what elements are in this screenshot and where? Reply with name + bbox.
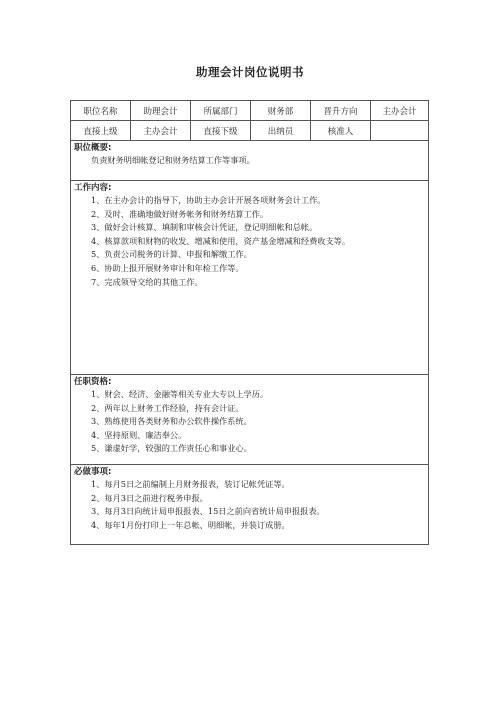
summary-heading: 职位概要: (74, 143, 112, 153)
duty-item: 1、每月5日之前编制上月财务报表，装订记帐凭证等。 (91, 479, 290, 489)
label-direct-subordinate: 直接下级 (191, 121, 251, 140)
qualification-item: 3、熟练使用各类财务和办公软件操作系统。 (91, 416, 252, 427)
work-content-item: 3、做好会计核算、填制和审核会计凭证，登记明细帐和总帐。 (91, 222, 318, 233)
value-position-name: 助理会计 (131, 101, 191, 120)
qualification-item: 1、财会、经济、金融等相关专业大专以上学历。 (91, 389, 269, 399)
value-direct-subordinate: 出纳员 (251, 121, 311, 140)
info-row-1 (71, 101, 428, 121)
work-content-item: 2、及时、准确地做好财务帐务和财务结算工作。 (91, 208, 269, 219)
label-department: 所属部门 (191, 101, 251, 120)
qualifications-heading: 任职资格: (74, 377, 112, 387)
work-content-item: 1、在主办会计的指导下，协助主办会计开展各项财务会计工作。 (91, 195, 326, 205)
label-direct-superior: 直接上级 (71, 121, 131, 140)
value-promotion: 主办会计 (382, 106, 417, 117)
job-description-form (70, 100, 429, 545)
label-promotion: 晋升方向 (311, 101, 371, 120)
qualifications-section (71, 375, 428, 465)
value-department: 财务部 (251, 101, 311, 120)
required-duties-section (71, 465, 428, 546)
label-approver: 核准人 (311, 121, 371, 140)
work-content-item: 6、协助上报开展财务审计和年检工作等。 (91, 262, 244, 273)
work-content-heading: 工作内容: (74, 183, 112, 193)
document-title: 助理会计岗位说明书 (196, 65, 304, 79)
summary-section (71, 141, 428, 181)
required-duties-heading: 必做事项: (74, 467, 112, 477)
work-content-item: 7、完成领导交给的其他工作。 (91, 276, 203, 287)
work-content-item: 5、负责公司税务的计算、申报和解缴工作。 (91, 249, 252, 260)
duty-item: 4、每年1月份打印上一年总帐、明细帐，并装订成册。 (91, 519, 290, 530)
work-content-section (71, 181, 428, 375)
work-content-item: 4、核算款项和财物的收发、增减和使用，资产基金增减和经费收支等。 (91, 235, 351, 246)
qualification-item: 5、谦虚好学，较强的工作责任心和事业心。 (91, 443, 252, 454)
value-approver (371, 121, 428, 140)
duty-item: 2、每月3日之前进行税务申报。 (91, 492, 208, 503)
value-direct-superior: 主办会计 (131, 121, 191, 140)
qualification-item: 4、坚持原则、廉洁奉公。 (91, 429, 187, 440)
info-row-2 (71, 121, 428, 141)
summary-text: 负责财务明细帐登记和财务结算工作等事项。 (91, 155, 255, 165)
qualification-item: 2、两年以上财务工作经验，持有会计证。 (91, 402, 244, 413)
label-position-name: 职位名称 (71, 101, 131, 120)
duty-item: 3、每月3日向统计局申报报表、15日之前向省统计局申报报表。 (91, 506, 325, 517)
